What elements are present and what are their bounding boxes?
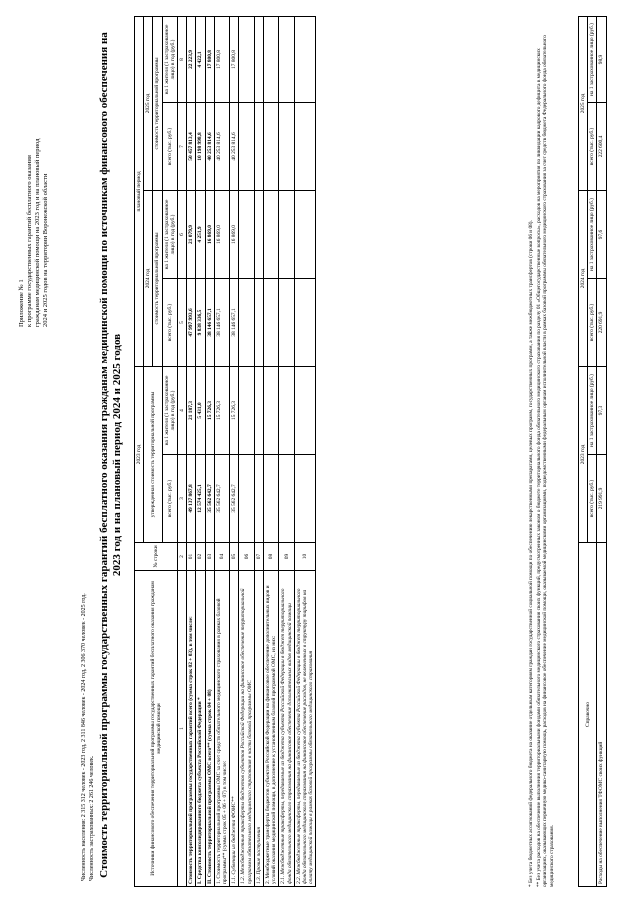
row-label: 1.3. Прочие поступления [254, 571, 263, 887]
value-cell: 38 146 657,1 [230, 279, 239, 367]
value-cell: 15 726,3 [205, 367, 214, 455]
value-cell [279, 16, 294, 102]
appendix-line: гражданам медицинской помощи на 2023 год и на плановый период [34, 138, 42, 327]
value-cell [279, 103, 294, 191]
row-label: I. Средства консолидированного бюджета субъекта Российской Федерации * [196, 571, 205, 887]
table-row [187, 16, 196, 886]
table-row [214, 16, 229, 886]
column-number: 5 [178, 279, 187, 367]
value-cell [279, 367, 294, 455]
table-row [264, 16, 279, 886]
footnotes [528, 17, 556, 887]
value-cell [294, 279, 316, 367]
value-cell [294, 367, 316, 455]
value-cell [264, 191, 279, 279]
value-cell [254, 279, 263, 367]
ref-header-total: всего (тыс. руб.) [588, 279, 597, 367]
value-cell [254, 16, 263, 102]
ref-header-per-insured: на 1 застрахованное лицо (руб.) [588, 191, 597, 279]
value-cell: 35 562 642,7 [230, 455, 239, 543]
table-row [230, 16, 239, 886]
value-cell [239, 279, 254, 367]
value-cell [279, 191, 294, 279]
header-tp-cost-2025: стоимость территориальной программы [153, 16, 162, 190]
value-cell: 17 800,8 [205, 16, 214, 102]
value-cell: 38 146 657,1 [205, 279, 214, 367]
cost-table [134, 16, 316, 887]
value-cell: 35 562 642,7 [214, 455, 229, 543]
value-cell [264, 103, 279, 191]
column-number: 3 [178, 455, 187, 543]
row-number: 08 [264, 543, 279, 571]
ref-header-2024: 2024 год [579, 191, 588, 367]
header-per-person: на 1 жителя (1 застрахованное лицо) в год (руб.) [162, 16, 177, 102]
ref-cell: 222 600,4 [597, 103, 606, 191]
row-number: 09 [279, 543, 294, 571]
value-cell [264, 16, 279, 102]
insured-line: Численность застрахованных: 2 261 246 человек. [89, 755, 95, 881]
value-cell [239, 367, 254, 455]
value-cell: 10 198 998,8 [196, 103, 205, 191]
appendix-line: 2024 и 2025 годов на территории Воронежской области [42, 173, 50, 327]
value-cell: 15 726,3 [214, 367, 229, 455]
value-cell: 9 838 336,5 [196, 279, 205, 367]
ref-cell: 220 691,9 [597, 279, 606, 367]
value-cell [254, 191, 263, 279]
value-cell: 4 251,9 [196, 191, 205, 279]
value-cell: 40 253 814,6 [230, 103, 239, 191]
value-cell [239, 103, 254, 191]
column-number: 1 [178, 571, 187, 887]
value-cell [279, 279, 294, 367]
ref-header-2025: 2025 год [579, 17, 588, 191]
value-cell [294, 191, 316, 279]
ref-header-2023: 2023 год [579, 367, 588, 543]
column-number: 4 [178, 367, 187, 455]
header-per-person: на 1 жителя (1 застрахованное лицо) в год (руб.) [162, 191, 177, 279]
row-number: 05 [230, 543, 239, 571]
table-body [187, 16, 316, 886]
table-row [254, 16, 263, 886]
value-cell [264, 367, 279, 455]
ref-header-per-insured: на 1 застрахованное лицо (руб.) [588, 17, 597, 103]
header-per-person: на 1 жителя (1 застрахованное лицо) в год (руб.) [162, 367, 177, 455]
value-cell [294, 455, 316, 543]
value-cell [264, 279, 279, 367]
header-2023: 2023 год [135, 367, 144, 543]
value-cell: 21 187,3 [187, 367, 196, 455]
ref-header-per-insured: на 1 застрахованное лицо (руб.) [588, 367, 597, 455]
row-label: 1. Стоимость территориальной программы ОМС за счет средств обязательного медицинского страхования в рамках базовой программы** (сумма строк 05 + 06 + 07) в том числе: [214, 571, 229, 887]
value-cell: 35 562 642,7 [205, 455, 214, 543]
header-planned-period: плановый период [135, 16, 144, 366]
row-label: 1.1. Субвенции из бюджета ФОМС** [230, 571, 239, 887]
value-cell [254, 367, 263, 455]
header-total: всего (тыс. руб.) [162, 279, 177, 367]
ref-cell: 97,6 [597, 191, 606, 279]
footnote-1: * Без учета бюджетных ассигнований федерального бюджета на оказание отдельным категориям граждан государственной социальной помощи по обеспечению лекарственными препаратами, целевых программ, государственных программ, а также межбюджетных трансфертов (строки 06 и 08). [528, 220, 534, 887]
table-row [196, 16, 205, 886]
ref-cell: 219 991,9 [597, 455, 606, 543]
column-number-row [178, 16, 187, 886]
header-row-no: № строки [135, 543, 178, 571]
value-cell: 50 457 813,4 [187, 103, 196, 191]
value-cell [239, 455, 254, 543]
header-total: всего (тыс. руб.) [162, 103, 177, 191]
population-line: Численность населения: 2 315 312 человек - 2023 год, 2 311 846 человек - 2024 год, 2 306 370 человек - 2025 год. [81, 593, 87, 881]
header-approved-cost: утвержденная стоимость территориальной программы [144, 367, 162, 543]
row-number: 07 [254, 543, 263, 571]
appendix-line: Приложение № 1 [18, 279, 25, 327]
column-number: 8 [178, 16, 187, 102]
header-2025: 2025 год [144, 16, 153, 190]
table-row [279, 16, 294, 886]
header-tp-cost-2024: стоимость территориальной программы [153, 191, 162, 367]
value-cell: 40 253 814,6 [214, 103, 229, 191]
value-cell: 38 146 657,1 [214, 279, 229, 367]
row-number: 04 [214, 543, 229, 571]
row-label: 2. Межбюджетные трансферты бюджетов субъектов Российской Федерации на финансовое обеспечение дополнительных видов и условий оказания медицинской помощи, в дополнение к установленным базовой программой ОМС, из них: [264, 571, 279, 887]
ref-row-label: Расходы на обеспечение выполнения ТФОМС своих функций [597, 543, 606, 887]
page-title: Стоимость территориальной программы государственных гарантий бесплатного оказания гражданам медицинской помощи по источникам финансового обеспечения на 2023 год и на плановый период 2024 и 2025 годов [98, 32, 124, 878]
ref-cell: 98,9 [597, 17, 606, 103]
table-row [597, 17, 606, 887]
appendix-note [18, 27, 51, 327]
value-cell: 17 800,8 [230, 16, 239, 102]
value-cell [239, 191, 254, 279]
column-number: 7 [178, 103, 187, 191]
value-cell [294, 16, 316, 102]
value-cell [254, 103, 263, 191]
value-cell: 12 574 425,1 [196, 455, 205, 543]
row-number: 06 [239, 543, 254, 571]
column-number: 6 [178, 191, 187, 279]
row-number: 10 [294, 543, 316, 571]
row-number: 03 [205, 543, 214, 571]
reference-table [578, 16, 607, 887]
value-cell: 47 997 993,6 [187, 279, 196, 367]
row-label: 2.2. Межбюджетные трансферты, передаваемые из бюджета субъекта Российской Федерации в бюджет территориального фонда обязательного медицинского страхования на финансовое обеспечение расходов, не включенных в структуру тарифов на оплату медицинской помощи в рамках базовой программы обязательного медицинского страхования [294, 571, 316, 887]
value-cell: 21 079,9 [187, 191, 196, 279]
table-row [205, 16, 214, 886]
value-cell: 15 726,3 [230, 367, 239, 455]
footnote-2: ** Без учета расходов на обеспечение выполнения территориальными фондами обязательного медицинского страхования своих функций, предусмотренных законом о бюджете территориального фонда обязательного медицинского страхования по разделу 01 «Общегосударственные вопросы», расходов на мероприятия по ликвидации кадрового дефицита в медицинских организациях, оказывающих первичную медико-санитарную помощь, расходов на финансовое обеспечение медицинской помощи, оказываемой медицинскими организациями, подведомственными федеральным органам исполнительной власти в рамках базовой программы обязательного медицинского страхования за счет средств бюджета Федерального фонда обязательного медицинского страхования. [535, 35, 555, 887]
row-label: 2.1. Межбюджетные трансферты, передаваемые из бюджета субъекта Российской Федерации в бюджет территориального фонда обязательного медицинского страхования на финансовое обеспечение дополнительных видов медицинской помощи [279, 571, 294, 887]
header-2024: 2024 год [144, 191, 153, 367]
row-label: 1.2. Межбюджетные трансферты бюджетов субъектов Российской Федерации на финансовое обеспечение территориальной программы обязательного медицинского страхования в части базовой программы ОМС [239, 571, 254, 887]
header-source: Источники финансового обеспечения территориальной программы государственных гарантий бесплатного оказания гражданам медицинской помощи [135, 571, 178, 887]
value-cell: 22 223,9 [187, 16, 196, 102]
value-cell: 17 800,8 [214, 16, 229, 102]
value-cell [239, 16, 254, 102]
appendix-line: к программе государственных гарантий бесплатного оказания [26, 155, 34, 327]
value-cell: 16 869,0 [205, 191, 214, 279]
value-cell: 5 431,0 [196, 367, 205, 455]
reference-label: Справочно [579, 543, 597, 887]
table-row [294, 16, 316, 886]
ref-cell: 97,3 [597, 367, 606, 455]
row-number: 01 [187, 543, 196, 571]
column-number: 2 [178, 543, 187, 571]
value-cell: 16 869,0 [230, 191, 239, 279]
value-cell: 4 422,1 [196, 16, 205, 102]
value-cell [264, 455, 279, 543]
table-row [239, 16, 254, 886]
value-cell: 16 869,0 [214, 191, 229, 279]
row-number: 02 [196, 543, 205, 571]
row-label: II. Стоимость территориальной программы ОМС всего** (сумма строк 04 + 08) [205, 571, 214, 887]
value-cell: 49 137 867,8 [187, 455, 196, 543]
value-cell: 40 253 814,6 [205, 103, 214, 191]
ref-header-total: всего (тыс. руб.) [588, 103, 597, 191]
ref-header-total: всего (тыс. руб.) [588, 455, 597, 543]
value-cell [254, 455, 263, 543]
header-total: всего (тыс. руб.) [162, 455, 177, 543]
value-cell [294, 103, 316, 191]
value-cell [279, 455, 294, 543]
row-label: Стоимость территориальной программы государственных гарантий всего (сумма строк 02 + 03), в том числе: [187, 571, 196, 887]
